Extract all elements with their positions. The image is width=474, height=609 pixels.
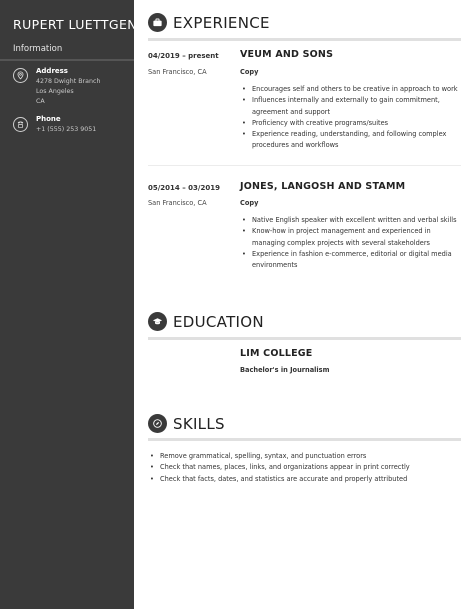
- job-1-bullet: • Encourages self and others to be creative in approach to work: [240, 84, 460, 95]
- phone-icon: [13, 117, 28, 132]
- skills-heading: SKILLS: [173, 415, 225, 433]
- information-divider: [0, 59, 134, 61]
- experience-rule: [148, 38, 461, 41]
- job-2-bullet-continuation: managing complex projects with several stakeholders: [252, 238, 430, 247]
- main-content: [134, 0, 474, 609]
- job-2-bullet: • Know-how in project management and experienced in: [240, 226, 465, 237]
- job-2-bullet: • Experience in fashion e-commerce, editorial or digital media: [240, 249, 465, 260]
- job-2-date: 05/2014 – 03/2019: [148, 184, 220, 192]
- skills-list: [148, 451, 458, 485]
- skill-item: • Check that names, places, links, and organizations appear in print correctly: [148, 462, 458, 473]
- graduation-cap-icon: [148, 312, 167, 331]
- compass-icon: [148, 414, 167, 433]
- skills-rule: [148, 438, 461, 441]
- address-label: Address: [36, 67, 68, 75]
- education-heading: EDUCATION: [173, 313, 264, 331]
- candidate-name: RUPERT LUETTGEN: [13, 17, 138, 32]
- phone-number[interactable]: +1 (555) 253 9051: [36, 126, 97, 133]
- job-2-location: San Francisco, CA: [148, 199, 207, 207]
- job-1-bullet: • Influences internally and externally to gain commitment,: [240, 95, 460, 106]
- job-1-bullet: • Experience reading, understanding, and following complex: [240, 129, 460, 140]
- job-1-bullets: [240, 84, 460, 152]
- education-rule: [148, 337, 461, 340]
- job-2-bullets: [240, 215, 465, 271]
- job-1-company: VEUM AND SONS: [240, 49, 334, 60]
- job-1-role: Copy: [240, 68, 259, 76]
- job-1-location: San Francisco, CA: [148, 68, 207, 76]
- job-2-bullet: • Native English speaker with excellent written and verbal skills: [240, 215, 465, 226]
- phone-label: Phone: [36, 115, 61, 123]
- job-1-bullet-continuation: procedures and workflows: [252, 141, 339, 150]
- job-2-company: JONES, LANGOSH AND STAMM: [240, 181, 406, 192]
- address-line-3: CA: [36, 98, 45, 105]
- degree: Bachelor's in Journalism: [240, 366, 330, 374]
- job-2-bullet-continuation: environments: [252, 261, 298, 270]
- job-1-date: 04/2019 – present: [148, 52, 219, 60]
- skill-item: • Remove grammatical, spelling, syntax, and punctuation errors: [148, 451, 458, 462]
- job-1-bullet-continuation: agreement and support: [252, 107, 331, 116]
- information-heading: Information: [13, 44, 63, 54]
- job-divider: [148, 165, 461, 166]
- job-2-role: Copy: [240, 199, 259, 207]
- skill-item: • Check that facts, dates, and statistics are accurate and properly attributed: [148, 474, 458, 485]
- job-1-bullet: • Proficiency with creative programs/suites: [240, 118, 460, 129]
- map-pin-icon: [13, 68, 28, 83]
- school-name: LIM COLLEGE: [240, 348, 313, 359]
- address-line-2: Los Angeles: [36, 88, 74, 95]
- briefcase-icon: [148, 13, 167, 32]
- sidebar: [0, 0, 138, 609]
- address-line-1: 4278 Dwight Branch: [36, 78, 101, 85]
- experience-heading: EXPERIENCE: [173, 14, 270, 32]
